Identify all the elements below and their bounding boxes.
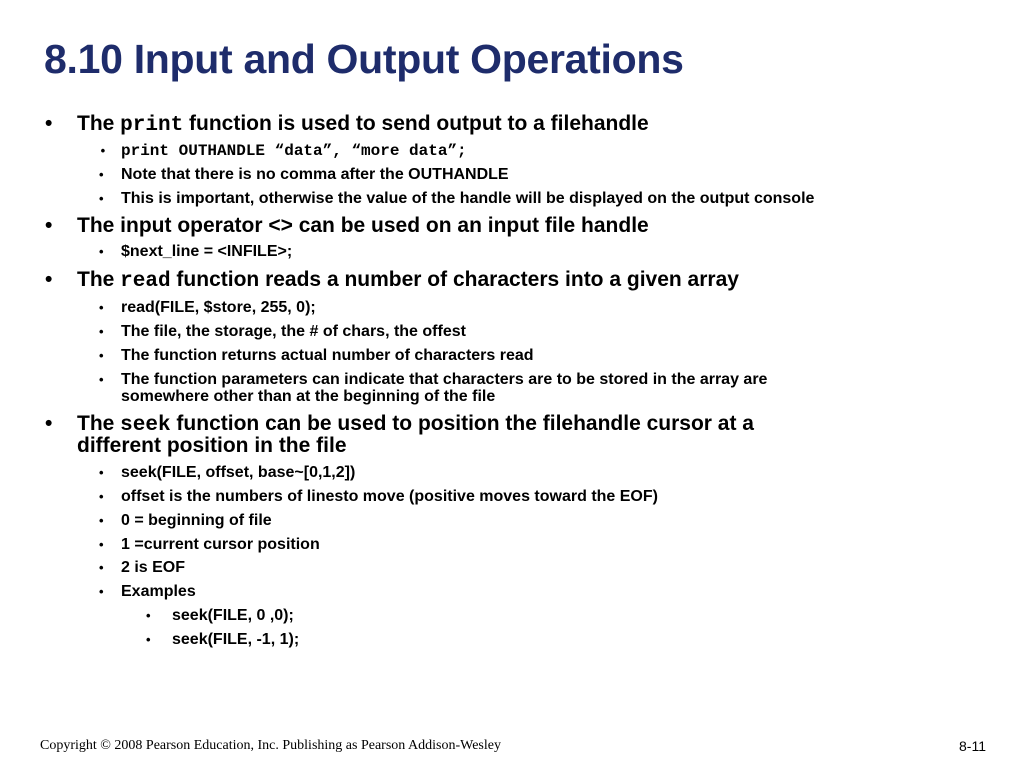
bullet-text: The input operator <> can be used on an input file handle — [77, 214, 649, 237]
bullet-dot: • — [45, 214, 53, 237]
bullet-dot: • — [45, 112, 53, 135]
sub-bullet-text: $next_line = <INFILE>; — [121, 243, 293, 260]
sub-bullet — [99, 464, 356, 481]
bullet-text-pre: The — [77, 268, 121, 291]
bullet-text-pre: The — [77, 112, 121, 135]
sub-bullet — [99, 371, 768, 388]
sub-bullet-text: The file, the storage, the # of chars, the offest — [121, 323, 466, 340]
code-keyword: print — [120, 114, 184, 137]
sub-bullet-text: Examples — [121, 583, 196, 600]
sub-bullet-continuation — [121, 388, 495, 405]
sub-bullet — [99, 243, 293, 260]
bullet-dot: • — [99, 191, 104, 206]
bullet-dot: • — [99, 584, 104, 599]
bullet-dot: • — [99, 244, 104, 259]
sub-bullet-text: 2 is EOF — [121, 559, 186, 576]
bullet-text-post: function reads a number of characters into a given array — [170, 268, 739, 291]
bullet-text-pre: The — [77, 412, 121, 435]
sub-bullet-text: seek(FILE, offset, base~[0,1,2]) — [121, 464, 356, 481]
bullet-dot: • — [99, 167, 104, 182]
bullet-dot: • — [99, 348, 104, 363]
bullet-dot: • — [45, 412, 53, 435]
sub-sub-bullet — [146, 631, 300, 648]
sub-bullet — [99, 142, 467, 160]
code-keyword: read — [120, 270, 171, 293]
page-number: 8-11 — [959, 738, 986, 754]
sub-bullet — [99, 299, 316, 316]
sub-bullet — [99, 583, 196, 600]
bullet-print — [45, 112, 649, 137]
sub-bullet — [99, 166, 509, 183]
sub-bullet — [99, 559, 186, 576]
sub-bullet — [99, 323, 466, 340]
sub-bullet — [99, 488, 658, 505]
sub-bullet-text: somewhere other than at the beginning of the file — [121, 388, 496, 405]
sub-bullet-text: print OUTHANDLE “data”, “more data”; — [121, 142, 467, 160]
bullet-dot: • — [99, 489, 104, 504]
sub-sub-bullet-text: seek(FILE, 0 ,0); — [172, 607, 294, 624]
bullet-seek-continuation — [77, 435, 347, 457]
sub-sub-bullet-text: seek(FILE, -1, 1); — [172, 631, 300, 648]
bullet-text-post: function is used to send output to a filehandle — [183, 112, 649, 135]
sub-bullet-text: The function parameters can indicate that characters are to be stored in the array are — [121, 371, 768, 388]
bullet-text: different position in the file — [77, 434, 347, 457]
bullet-dot: • — [99, 465, 104, 480]
sub-bullet — [99, 512, 272, 529]
sub-bullet-text: This is important, otherwise the value of the handle will be displayed on the output console — [121, 190, 815, 207]
bullet-dot: • — [146, 632, 151, 647]
slide-title: 8.10 Input and Output Operations — [44, 36, 684, 82]
bullet-dot: • — [99, 144, 107, 159]
bullet-input-operator — [45, 214, 649, 237]
sub-bullet-text: 0 = beginning of file — [121, 512, 272, 529]
code-keyword: seek — [120, 414, 171, 437]
sub-bullet-text: 1 =current cursor position — [121, 536, 320, 553]
sub-bullet-text: read(FILE, $store, 255, 0); — [121, 299, 316, 316]
copyright-footer: Copyright © 2008 Pearson Education, Inc. Publishing as Pearson Addison-Wesley — [40, 738, 501, 753]
bullet-dot: • — [99, 537, 104, 552]
sub-bullet — [99, 190, 815, 207]
bullet-dot: • — [99, 560, 104, 575]
sub-bullet-text: The function returns actual number of characters read — [121, 347, 534, 364]
bullet-text-post: function can be used to position the filehandle cursor at a — [170, 412, 754, 435]
bullet-dot: • — [45, 268, 53, 291]
sub-bullet — [99, 347, 534, 364]
bullet-dot: • — [99, 513, 104, 528]
bullet-read — [45, 268, 739, 293]
bullet-dot: • — [99, 324, 104, 339]
bullet-dot: • — [99, 300, 104, 315]
sub-bullet — [99, 536, 320, 553]
bullet-dot: • — [99, 372, 104, 387]
bullet-dot: • — [146, 608, 151, 623]
sub-sub-bullet — [146, 607, 294, 624]
sub-bullet-text: offset is the numbers of linesto move (positive moves toward the EOF) — [121, 488, 658, 505]
sub-bullet-text: Note that there is no comma after the OUTHANDLE — [121, 166, 509, 183]
